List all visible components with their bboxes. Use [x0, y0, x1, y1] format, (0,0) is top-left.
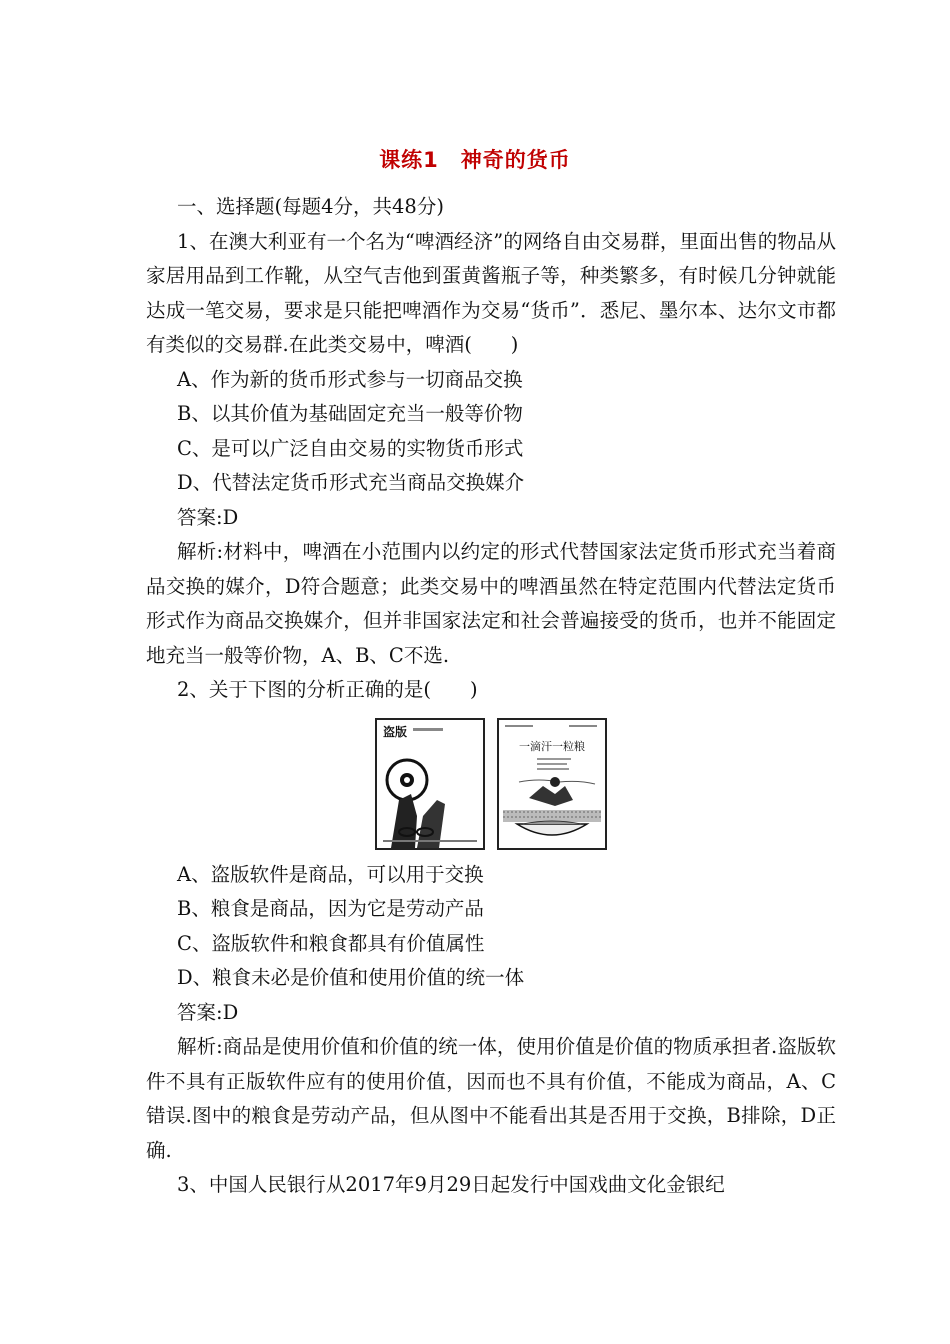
piracy-poster-title: 盗版: [383, 724, 408, 739]
section-heading: 一、选择题(每题4分，共48分): [177, 195, 444, 218]
question-1-option-d: D、代替法定货币形式充当商品交换媒介: [177, 471, 525, 494]
question-1-option-c: C、是可以广泛自由交易的实物货币形式: [177, 436, 524, 460]
question-1-option-b: B、以其价值为基础固定充当一般等价物: [177, 402, 523, 425]
question-2-option-c: C、盗版软件和粮食都具有价值属性: [177, 931, 485, 955]
question-1-stem: 1、在澳大利亚有一个名为“啤酒经济”的网络自由交易群，里面出售的物品从家居用品到工作靴，从空气吉他到蛋黄酱瓶子等，种类繁多，有时候几分钟就能达成一笔交易，要求是只能把啤酒作为交易“货币”．悉尼、墨尔本、达尔文市都有类似的交易群.在此类交易中，啤酒( ): [146, 229, 836, 356]
question-2-option-b: B、粮食是商品，因为它是劳动产品: [177, 897, 484, 920]
question-1-answer: 答案:D: [177, 505, 239, 529]
question-2-answer: 答案:D: [177, 1000, 239, 1024]
piracy-poster: [375, 718, 485, 850]
page-title: 课练1 神奇的货币: [379, 148, 571, 172]
question-3-stem: 3、中国人民银行从2017年9月29日起发行中国戏曲文化金银纪: [177, 1173, 725, 1196]
piracy-poster-illustration: [377, 720, 483, 848]
question-1-option-a: A、作为新的货币形式参与一切商品交换: [177, 367, 523, 391]
question-2-option-d: D、粮食未必是价值和使用价值的统一体: [177, 966, 525, 989]
document-body: [146, 190, 836, 1203]
grain-poster-title: 一滴汗一粒粮: [519, 739, 585, 753]
grain-poster-illustration: [499, 720, 605, 848]
question-2-option-a: A、盗版软件是商品，可以用于交换: [177, 862, 484, 886]
question-2-figure: [146, 718, 836, 850]
grain-poster: [497, 718, 607, 850]
question-2-stem: 2、关于下图的分析正确的是( ): [177, 678, 478, 701]
question-2-analysis: 解析:商品是使用价值和价值的统一体，使用价值是价值的物质承担者.盗版软件不具有正版软件应有的使用价值，因而也不具有价值，不能成为商品，A、C错误.图中的粮食是劳动产品，但从图中不能看出其是否用于交换，B排除，D正确.: [146, 1035, 836, 1162]
question-1-analysis: 解析:材料中，啤酒在小范围内以约定的形式代替国家法定货币形式充当着商品交换的媒介，D符合题意；此类交易中的啤酒虽然在特定范围内代替法定货币形式作为商品交换媒介，但并非国家法定和社会普遍接受的货币，也并不能固定地充当一般等价物，A、B、C不选.: [146, 540, 836, 667]
